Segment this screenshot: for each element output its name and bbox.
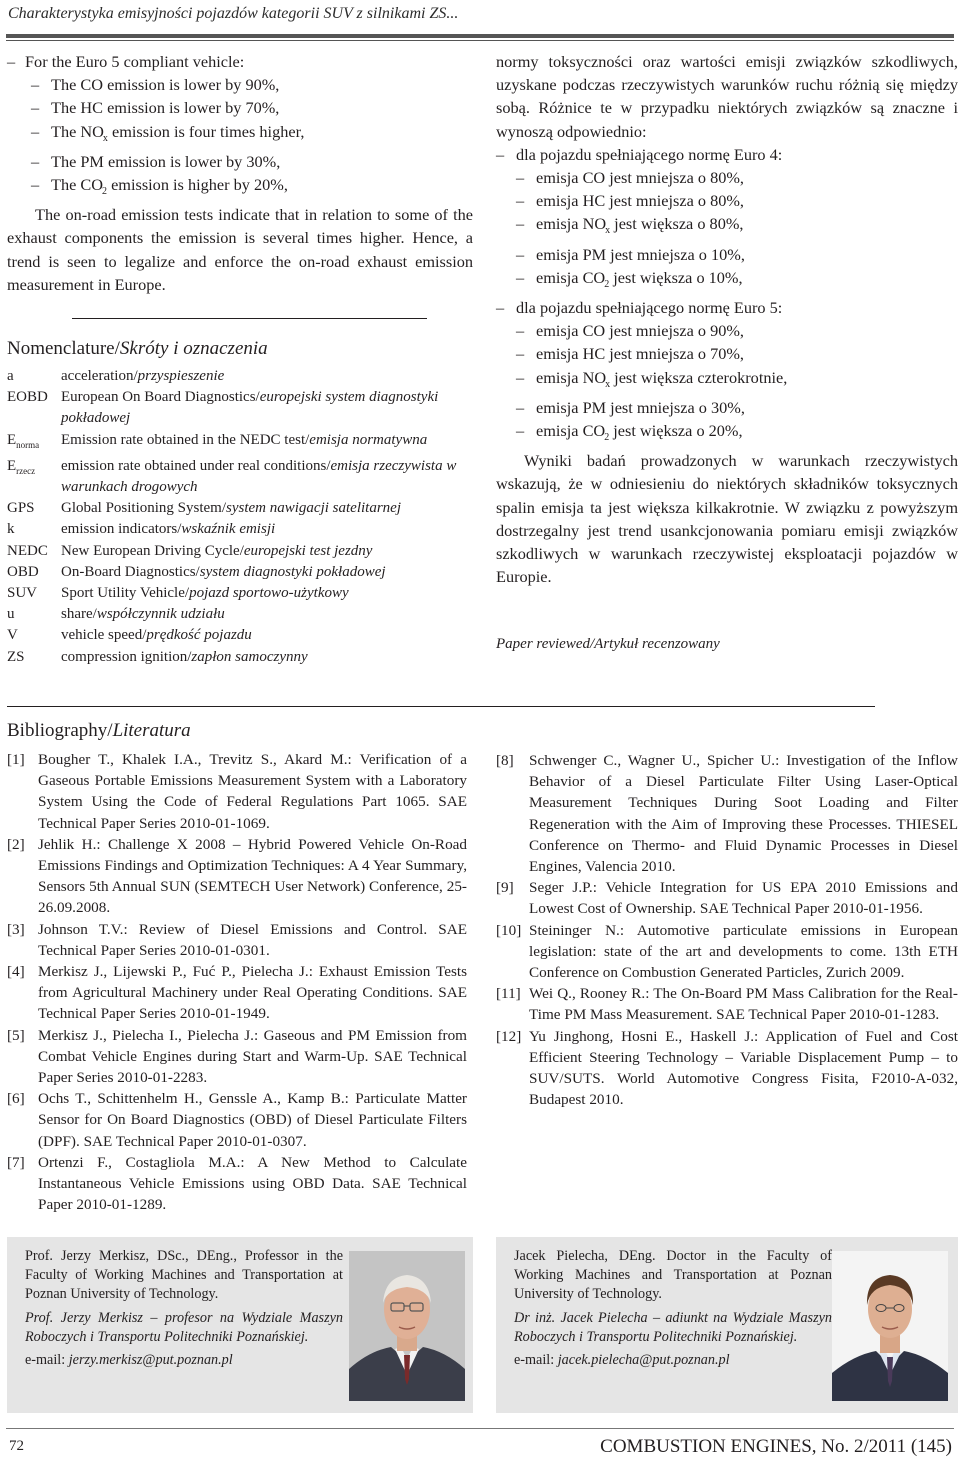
author-bio-pl: Dr inż. Jacek Pielecha – adiunkt na Wydziale Maszyn Roboczych i Transportu Politechniki Poznańskiej. bbox=[514, 1309, 832, 1345]
abbr-text: u bbox=[7, 606, 15, 623]
item-text: The HC emission is lower by 70%, bbox=[51, 98, 280, 118]
reference-item bbox=[496, 1026, 958, 1111]
definition-en: On-Board Diagnostics/ bbox=[61, 563, 200, 580]
reference-text: Seger J.P.: Vehicle Integration for US EPA 2010 Emissions and Lowest Cost of Ownership. SAE Technical Paper 2010-01-1956. bbox=[529, 879, 958, 918]
definition-pl: zapłon samoczynny bbox=[191, 648, 308, 665]
definition-en: New European Driving Cycle/ bbox=[61, 542, 244, 559]
reference-text: Yu Jinghong, Hosni E., Haskell J.: Application of Fuel and Cost Efficient Steering Technology – Variable Displacement Pump – to SUV/SUTS. World Automotive Congress Fisita, F2010-A-032, Budapest 2010. bbox=[529, 1027, 958, 1109]
conclusion-paragraph: Wyniki badań prowadzonych w warunkach rzeczywistych wskazują, że w odniesieniu do niektórych składników toksycznych spalin emisja ta jest większa kilkakrotnie. W związku z powyższym dostrzegalny jest trend usankcjonowania pomiaru emisji związków szkodliwych w warunkach rzeczywistej eksploatacji pojazdów w Europie. bbox=[496, 451, 958, 587]
reference-item bbox=[7, 1088, 467, 1152]
nomenclature-definition bbox=[61, 625, 473, 646]
nomenclature-entry bbox=[7, 541, 473, 562]
nomenclature-entry bbox=[7, 519, 473, 540]
emission-item bbox=[496, 419, 958, 449]
nomenclature-abbr bbox=[7, 625, 61, 646]
subscript: x bbox=[605, 378, 611, 390]
nomenclature-definition bbox=[61, 456, 473, 498]
item-text: The PM emission is lower by 30%, bbox=[51, 151, 281, 171]
nomenclature-entry bbox=[7, 625, 473, 646]
nomenclature-definition bbox=[61, 498, 473, 519]
nomenclature-entry bbox=[7, 430, 473, 456]
author-photo-pielecha bbox=[832, 1251, 948, 1401]
euro4-list bbox=[496, 166, 958, 296]
abbr-subscript: norma bbox=[16, 439, 40, 450]
abbr-text: OBD bbox=[7, 563, 39, 580]
journal-name: COMBUSTION ENGINES, No. 2/2011 (145) bbox=[600, 1436, 952, 1457]
emission-item bbox=[7, 96, 473, 119]
reference-number: [2] bbox=[7, 835, 25, 853]
nomenclature-abbr bbox=[7, 604, 61, 625]
emission-item bbox=[496, 189, 958, 212]
subscript: 2 bbox=[604, 432, 610, 444]
euro5-label: – dla pojazdu spełniającego normę Euro 5: bbox=[496, 296, 958, 319]
emission-item bbox=[496, 396, 958, 419]
nomenclature-entry bbox=[7, 498, 473, 519]
nomenclature-list bbox=[7, 366, 473, 668]
item-text: emisja CO jest mniejsza o 80%, bbox=[536, 168, 744, 188]
euro5-intro: – For the Euro 5 compliant vehicle: bbox=[7, 50, 473, 73]
reference-text: Merkisz J., Pielecha I., Pielecha J.: Gaseous and PM Emission from Combat Vehicle Engines during Start and Warm-Up. SAE Technical Paper Series 2010-01-2283. bbox=[38, 1026, 467, 1087]
nomenclature-entry bbox=[7, 562, 473, 583]
item-text-cont: jest większa o 20%, bbox=[609, 421, 743, 441]
nomenclature-abbr bbox=[7, 498, 61, 519]
nomenclature-entry bbox=[7, 604, 473, 625]
reference-item bbox=[496, 920, 958, 984]
emission-item bbox=[496, 266, 958, 296]
header-rule-thick bbox=[6, 34, 954, 38]
abbr-text: E bbox=[7, 431, 17, 448]
nomenclature-definition bbox=[61, 647, 473, 668]
reference-number: [10] bbox=[496, 921, 522, 939]
left-column bbox=[7, 50, 473, 296]
item-text: emisja CO jest mniejsza o 90%, bbox=[536, 321, 744, 341]
item-text-cont: emission is four times higher, bbox=[107, 121, 305, 141]
item-text: emisja HC jest mniejsza o 80%, bbox=[536, 191, 744, 211]
item-text-cont: jest większa czterokrotnie, bbox=[610, 367, 788, 387]
subscript: 2 bbox=[102, 186, 107, 198]
subscript: 2 bbox=[604, 278, 610, 290]
bibliography-right bbox=[496, 750, 958, 1110]
author-email: e-mail: jerzy.merkisz@put.poznan.pl bbox=[25, 1352, 233, 1369]
reference-text: Wei Q., Rooney R.: The On-Board PM Mass Calibration for the Real-Time PM Mass Measurement. SAE Technical Paper 2010-01-1283. bbox=[529, 985, 958, 1024]
nomenclature-title: Nomenclature/Skróty i oznaczenia bbox=[7, 338, 268, 359]
footer-rule bbox=[6, 1428, 954, 1429]
nomenclature-abbr bbox=[7, 562, 61, 583]
bibliography-rule bbox=[7, 706, 875, 707]
abbr-text: NEDC bbox=[7, 542, 48, 559]
emission-item bbox=[496, 342, 958, 365]
abbr-subscript: rzecz bbox=[16, 465, 36, 476]
author-box-pielecha bbox=[496, 1237, 958, 1413]
nomenclature-definition bbox=[61, 562, 473, 583]
reference-item bbox=[496, 750, 958, 877]
nomenclature-entry bbox=[7, 647, 473, 668]
item-text: emisja PM jest mniejsza o 10%, bbox=[536, 244, 745, 264]
definition-pl: prędkość pojazdu bbox=[146, 627, 252, 644]
abbr-text: k bbox=[7, 521, 15, 538]
nomenclature-abbr bbox=[7, 583, 61, 604]
abbr-text: EOBD bbox=[7, 389, 48, 406]
abbr-text: ZS bbox=[7, 648, 25, 665]
author-bio-en: Prof. Jerzy Merkisz, DSc., DEng., Professor in the Faculty of Working Machines and Transportation at Poznan University of Technology. bbox=[25, 1248, 343, 1303]
email-link[interactable]: jacek.pielecha@put.poznan.pl bbox=[557, 1352, 730, 1369]
definition-en: Emission rate obtained in the NEDC test/ bbox=[61, 431, 310, 448]
running-title: Charakterystyka emisyjności pojazdów kategorii SUV z silnikami ZS... bbox=[8, 5, 459, 22]
intro-paragraph: normy toksyczności oraz wartości emisji związków szkodliwych, uzyskane podczas rzeczywistych warunków ruchu różnią się między sobą. Różnice te w przypadku niektórych związków są znaczne i wynoszą odpowiednio: bbox=[496, 52, 958, 141]
reference-text: Schwenger C., Wagner U., Spicher U.: Investigation of the Inflow Behavior of a Diesel Particulate Filter Using Laser-Optical Measurement Techniques During Soot Loading and Filter Regeneration with the Aim of Improving these Processes. THIESEL Conference on Thermo- and Fluid Dynamic Processes in Diesel Engines, Valencia 2010. bbox=[529, 752, 958, 876]
abbr-text: a bbox=[7, 368, 14, 384]
emission-item bbox=[496, 319, 958, 342]
reference-number: [12] bbox=[496, 1027, 522, 1045]
item-text-cont: jest większa o 10%, bbox=[609, 267, 743, 287]
euro5-pl-list bbox=[496, 319, 958, 449]
item-text: emisja NO bbox=[536, 214, 607, 234]
definition-pl: europejski system diagnostyki pokładowej bbox=[61, 389, 439, 427]
definition-pl: system nawigacji satelitarnej bbox=[226, 500, 401, 517]
nomenclature-abbr bbox=[7, 541, 61, 562]
item-text-cont: jest większa o 80%, bbox=[610, 214, 744, 234]
reference-number: [4] bbox=[7, 963, 25, 981]
reference-number: [6] bbox=[7, 1090, 25, 1108]
emission-item bbox=[7, 120, 473, 150]
nomenclature-definition bbox=[61, 430, 473, 456]
reference-item bbox=[7, 919, 467, 961]
item-text: emisja HC jest mniejsza o 70%, bbox=[536, 344, 744, 364]
section-divider bbox=[72, 318, 427, 319]
definition-pl: system diagnostyki pokładowej bbox=[199, 563, 386, 580]
reference-number: [1] bbox=[7, 751, 25, 768]
definition-pl: europejski test jezdny bbox=[243, 542, 373, 559]
reference-item bbox=[7, 834, 467, 919]
definition-en: Sport Utility Vehicle/ bbox=[61, 585, 190, 602]
abbr-text: SUV bbox=[7, 585, 38, 602]
nomenclature-entry bbox=[7, 387, 473, 429]
item-text: emisja NO bbox=[536, 367, 607, 387]
reference-number: [9] bbox=[496, 879, 514, 897]
email-link[interactable]: jerzy.merkisz@put.poznan.pl bbox=[68, 1352, 233, 1369]
reference-number: [8] bbox=[496, 752, 514, 769]
nomenclature-abbr bbox=[7, 456, 61, 498]
definition-pl: współczynnik udziału bbox=[96, 606, 225, 623]
right-column bbox=[496, 50, 958, 588]
definition-en: emission rate obtained under real conditions/ bbox=[61, 457, 331, 474]
item-text: emisja PM jest mniejsza o 30%, bbox=[536, 397, 745, 417]
definition-en: acceleration/ bbox=[61, 368, 138, 384]
nomenclature-entry bbox=[7, 366, 473, 387]
author-photo-merkisz bbox=[349, 1251, 465, 1401]
nomenclature-definition bbox=[61, 519, 473, 540]
abbr-text: E bbox=[7, 457, 17, 474]
reference-number: [3] bbox=[7, 920, 25, 938]
reference-text: Steininger N.: Automotive particulate emissions in European legislation: state of the art and developments to come. 13th ETH Conference on Combustion Generated Particles, Zurich 2009. bbox=[529, 921, 958, 982]
author-bio-pl: Prof. Jerzy Merkisz – profesor na Wydziale Maszyn Roboczych i Transportu Politechniki Poznańskiej. bbox=[25, 1309, 343, 1345]
nomenclature-entry bbox=[7, 456, 473, 498]
author-email: e-mail: jacek.pielecha@put.poznan.pl bbox=[514, 1352, 730, 1369]
nomenclature-entry bbox=[7, 583, 473, 604]
emission-item bbox=[7, 150, 473, 173]
definition-en: emission indicators/ bbox=[61, 521, 182, 538]
reference-number: [5] bbox=[7, 1026, 25, 1044]
definition-en: European On Board Diagnostics/ bbox=[61, 389, 260, 406]
emission-item bbox=[7, 73, 473, 96]
emission-item bbox=[7, 173, 473, 203]
emission-item bbox=[496, 243, 958, 266]
reference-text: Johnson T.V.: Review of Diesel Emissions and Control. SAE Technical Paper Series 2010-01-0301. bbox=[38, 920, 467, 959]
definition-en: share/ bbox=[61, 606, 97, 623]
reference-number: [11] bbox=[496, 985, 521, 1003]
euro5-list bbox=[7, 73, 473, 203]
nomenclature-definition bbox=[61, 366, 473, 387]
item-text: emisja CO bbox=[536, 267, 606, 287]
emission-item bbox=[496, 166, 958, 189]
reference-item bbox=[496, 983, 958, 1025]
reference-item bbox=[7, 961, 467, 1025]
euro4-label: – dla pojazdu spełniającego normę Euro 4: bbox=[496, 143, 958, 166]
definition-pl: wskaźnik emisji bbox=[181, 521, 276, 538]
bibliography-left bbox=[7, 749, 467, 1215]
emission-item bbox=[496, 366, 958, 396]
definition-en: Global Positioning System/ bbox=[61, 500, 227, 517]
reference-item bbox=[496, 877, 958, 919]
item-text: The CO emission is lower by 90%, bbox=[51, 75, 280, 95]
reference-text: Ochs T., Schittenhelm H., Genssle A., Kamp B.: Particulate Matter Sensor for On Board Diagnostics (OBD) of Diesel Particulate Filters (DPF). SAE Technical Paper 2010-01-0307. bbox=[38, 1090, 467, 1150]
header-rule-thin bbox=[6, 40, 954, 41]
subscript: x bbox=[605, 225, 611, 237]
nomenclature-definition bbox=[61, 387, 473, 429]
definition-pl: pojazd sportowo-użytkowy bbox=[189, 585, 349, 602]
reference-text: Jehlik H.: Challenge X 2008 – Hybrid Powered Vehicle On-Road Emissions Findings and Optimization Techniques: A 4 Year Summary, Sensors 5th Annual SUN (SEMTECH User Network) Conference, 25-26.09.2008. bbox=[38, 835, 467, 917]
reference-number: [7] bbox=[7, 1153, 25, 1171]
author-box-merkisz bbox=[7, 1237, 473, 1413]
item-text: The CO bbox=[51, 175, 103, 195]
nomenclature-abbr bbox=[7, 387, 61, 429]
page-header bbox=[0, 0, 960, 44]
reviewed-note: Paper reviewed/Artykuł recenzowany bbox=[496, 636, 720, 652]
nomenclature-abbr bbox=[7, 519, 61, 540]
nomenclature-definition bbox=[61, 583, 473, 604]
reference-item bbox=[7, 749, 467, 834]
definition-en: vehicle speed/ bbox=[61, 627, 147, 644]
bibliography-title: Bibliography/Literatura bbox=[7, 720, 191, 741]
nomenclature-abbr bbox=[7, 366, 61, 387]
definition-pl: przyspieszenie bbox=[137, 368, 225, 384]
author-bio-en: Jacek Pielecha, DEng. Doctor in the Faculty of Working Machines and Transportation at Poznan University of Technology. bbox=[514, 1248, 832, 1303]
abbr-text: GPS bbox=[7, 500, 35, 517]
item-text-cont: emission is higher by 20%, bbox=[107, 175, 288, 195]
abbr-text: V bbox=[7, 627, 18, 644]
reference-item bbox=[7, 1025, 467, 1089]
reference-text: Ortenzi F., Costagliola M.A.: A New Method to Calculate Instantaneous Vehicle Emissions using OBD Data. SAE Technical Paper 2010-01-1289. bbox=[38, 1153, 467, 1214]
emission-item bbox=[496, 212, 958, 242]
nomenclature-abbr bbox=[7, 647, 61, 668]
item-text: The NO bbox=[51, 121, 104, 141]
page-number: 72 bbox=[9, 1438, 24, 1454]
definition-en: compression ignition/ bbox=[61, 648, 192, 665]
reference-item bbox=[7, 1152, 467, 1216]
subscript: x bbox=[102, 132, 108, 144]
paragraph-onroad: The on-road emission tests indicate that in relation to some of the exhaust components the emission is several times higher. Hence, a trend is seen to legalize and enforce the on-road exhaust emission measurement in Europe. bbox=[7, 205, 473, 294]
definition-pl: emisja normatywna bbox=[309, 431, 428, 448]
definition-pl: emisja rzeczywista w warunkach drogowych bbox=[61, 457, 457, 496]
reference-text: Bougher T., Khalek I.A., Trevitz S., Akard M.: Verification of a Gaseous Portable Emissions Measurement System with a Laboratory System Using the Code of Federal Regulations Part 1065. SAE Technical Paper Series 2010-01-1069. bbox=[38, 751, 467, 832]
item-text: emisja CO bbox=[536, 421, 606, 441]
nomenclature-abbr bbox=[7, 430, 61, 456]
nomenclature-definition bbox=[61, 541, 473, 562]
reference-text: Merkisz J., Lijewski P., Fuć P., Pielecha J.: Exhaust Emission Tests from Agricultural Machinery under Real Operating Conditions. SAE Technical Paper Series 2010-01-1949. bbox=[38, 963, 467, 1023]
nomenclature-definition bbox=[61, 604, 473, 625]
